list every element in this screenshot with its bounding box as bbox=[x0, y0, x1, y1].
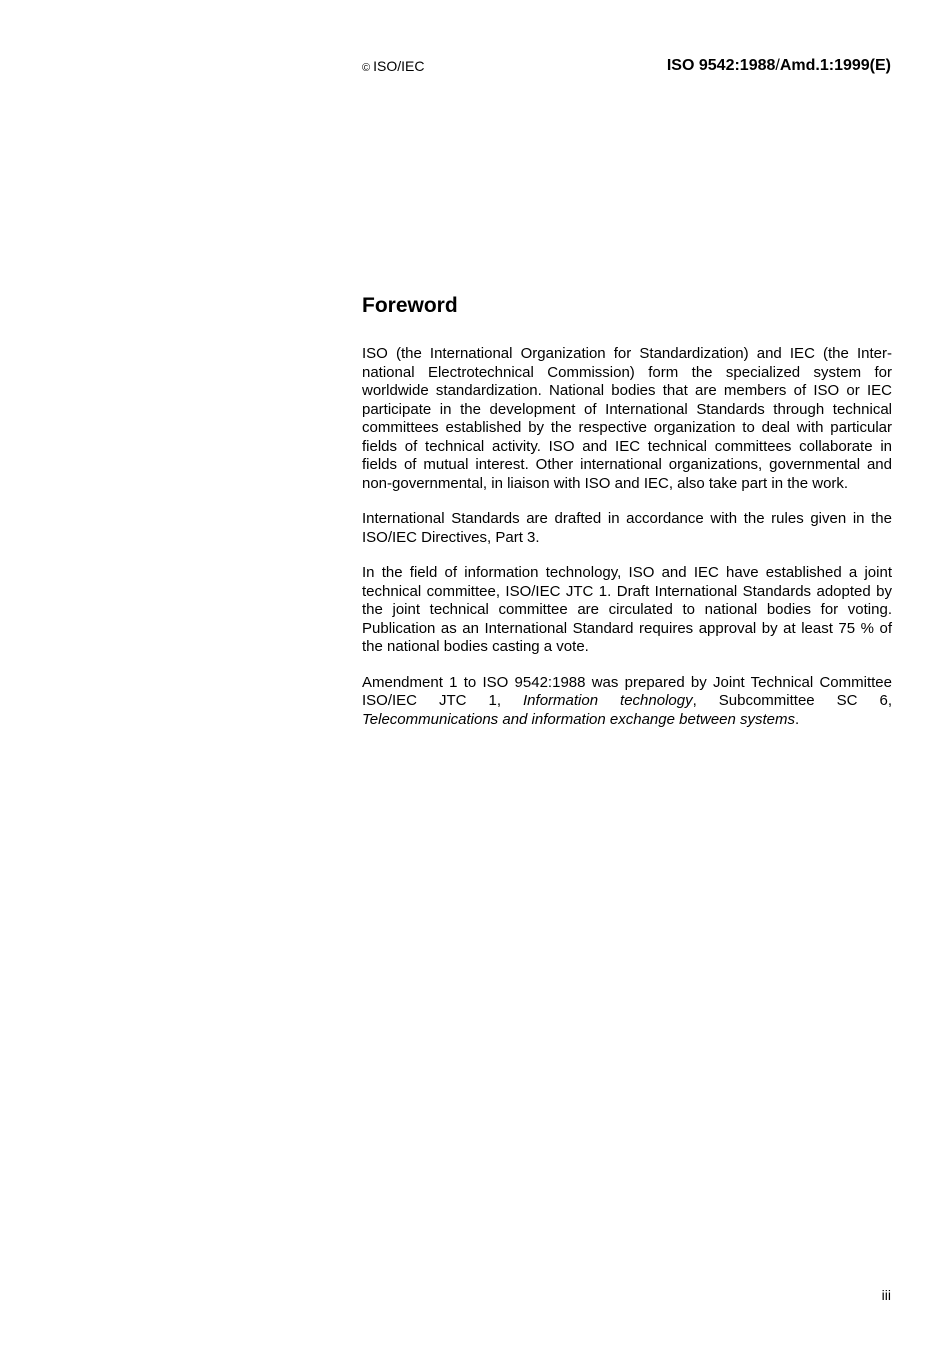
document-separator: / bbox=[775, 57, 780, 74]
copyright-owner: ISO/IEC bbox=[373, 58, 425, 74]
amendment-text-start: Amendment 1 to ISO 9542:1988 was prepared by Joint Technical Committee ISO/IEC JTC 1, bbox=[362, 673, 892, 709]
amendment-text-end: . bbox=[795, 710, 800, 728]
committee-title: Information technology bbox=[523, 692, 693, 709]
paragraph-directives: International Standards are drafted in accordance with the rules given in the ISO/IEC Directives, Part 3. bbox=[362, 510, 892, 546]
page-title: Foreword bbox=[362, 294, 458, 317]
paragraph-amendment bbox=[362, 674, 892, 730]
amendment-text-middle: , Subcommittee SC 6, bbox=[692, 692, 892, 709]
copyright-notice bbox=[362, 58, 424, 74]
subcommittee-title: Telecommunications and information exchange between systems bbox=[362, 710, 796, 728]
document-base-number: ISO 9542:1988 bbox=[666, 57, 776, 74]
paragraph-organizations: ISO (the International Organization for Standardization) and IEC (the International Electrotechnical Commission) form the specialized system for worldwide standardization. National bodies that are members of ISO or IEC participate in the development of International Standards through technical committees established by the respective organization to deal with particular fields of technical activity. ISO and IEC technical committees collaborate in fields of mutual interest. Other international organizations, governmental and non-governmental, in liaison with ISO and IEC, also take part in the work. bbox=[362, 345, 892, 492]
page-number: iii bbox=[881, 1287, 891, 1303]
foreword-body bbox=[362, 345, 892, 746]
copyright-symbol: © bbox=[362, 62, 371, 74]
document-reference bbox=[667, 57, 891, 75]
document-amendment: Amd.1:1999(E) bbox=[779, 57, 891, 74]
paragraph-joint-committee: In the field of information technology, ISO and IEC have established a joint technical committee, ISO/IEC JTC 1. Draft International Standards adopted by the joint technical committee are circulated to national bodies for voting. Publication as an International Standard requires approval by at least 75 % of the national bodies casting a vote. bbox=[362, 564, 892, 655]
